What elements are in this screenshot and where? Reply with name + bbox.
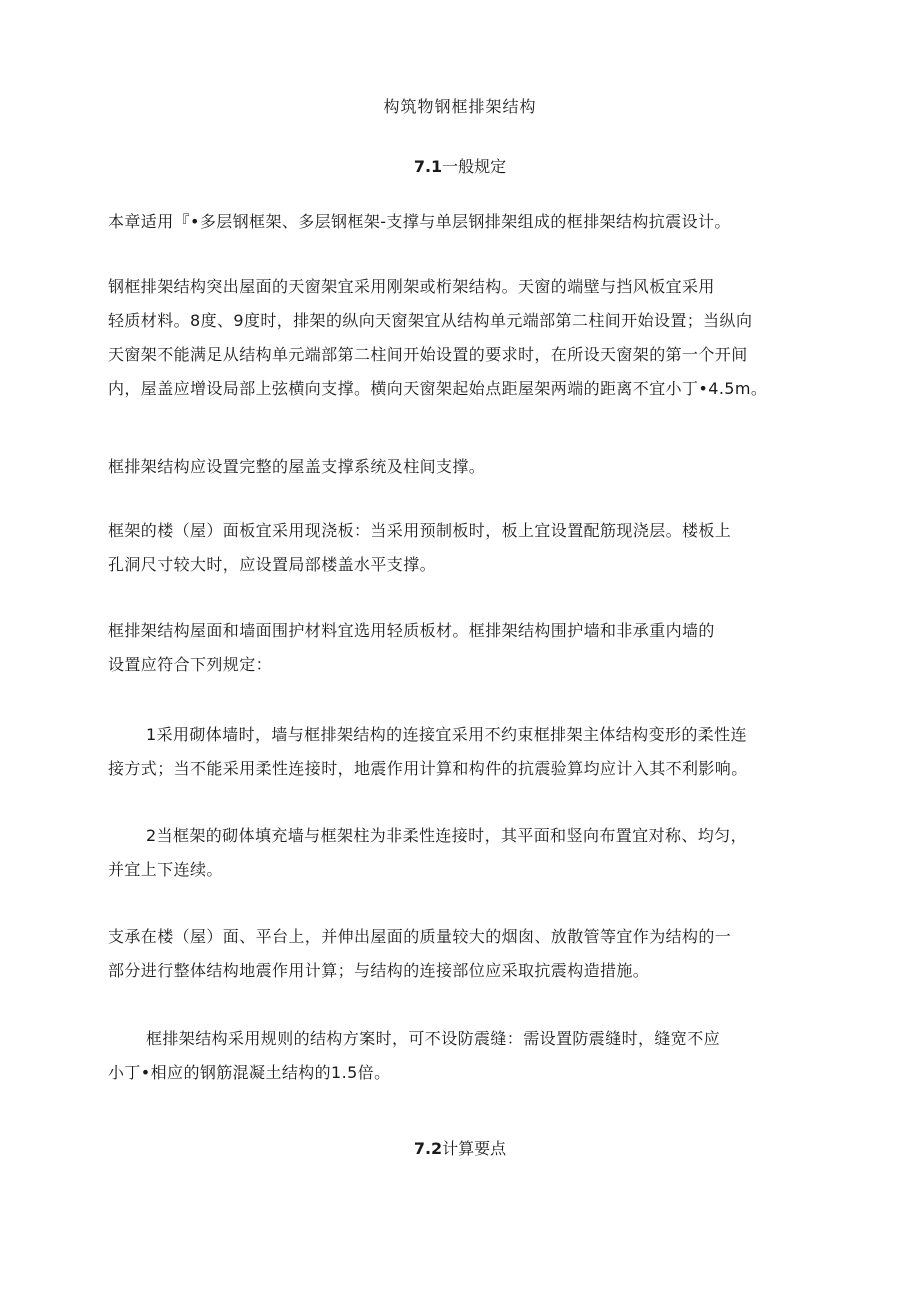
paragraph-line: 部分进行整体结构地震作用计算；与结构的连接部位应采取抗震构造措施。: [108, 961, 650, 980]
paragraph-scope: [108, 205, 731, 239]
document-title: 构筑物钢框排架结构: [383, 97, 537, 116]
section-number: 7.2: [413, 1139, 443, 1158]
paragraph-line: 钢框排架结构突出屋面的天窗架宜采用刚架或桁架结构。天窗的端壁与挡风板宜采用: [108, 277, 715, 296]
paragraph-roof-bracing: [108, 450, 485, 484]
paragraph-enclosure: [108, 614, 715, 682]
paragraph-line: 接方式；当不能采用柔性连接时，地震作用计算和构件的抗震验算均应计入其不利影响。: [108, 759, 748, 778]
paragraph-item-1: [108, 718, 748, 786]
paragraph-line: 2当框架的砌体填充墙与框架柱为非柔性连接时，其平面和竖向布置宜对称、均匀，: [146, 826, 747, 845]
section-name: 一般规定: [442, 157, 507, 176]
paragraph-line: 本章适用『•多层钢框架、多层钢框架-支撑与单层钢排架组成的框排架结构抗震设计。: [108, 212, 731, 231]
paragraph-line: 框排架结构应设置完整的屋盖支撑系统及柱间支撑。: [108, 457, 486, 476]
paragraph-chimney: [108, 920, 731, 988]
paragraph-line: 框排架结构屋面和墙面围护材料宜选用轻质板材。框排架结构围护墙和非承重内墙的: [108, 621, 715, 640]
paragraph-floor-slab: [108, 514, 731, 582]
paragraph-line: 天窗架不能满足从结构单元端部第二柱间开始设置的要求时，在所设天窗架的第一个开间: [108, 345, 748, 364]
paragraph-line: 小丁•相应的钢筋混凝土结构的1.5倍。: [108, 1063, 391, 1082]
paragraph-line: 框架的楼（屋）面板宜采用现浇板：当采用预制板时，板上宜设置配筋现浇层。楼板上: [108, 521, 732, 540]
section-heading-7-2: [0, 1136, 920, 1159]
paragraph-line: 设置应符合下列规定：: [108, 655, 273, 674]
paragraph-item-2: [108, 819, 747, 887]
paragraph-seismic-joint: [108, 1022, 720, 1090]
section-heading-7-1: [0, 154, 920, 177]
paragraph-line: 框排架结构采用规则的结构方案时，可不设防震缝：需设置防震缝时，缝宽不应: [146, 1029, 721, 1048]
paragraph-line: 1采用砌体墙时，墙与框排架结构的连接宜采用不约束框排架主体结构变形的柔性连: [146, 725, 747, 744]
paragraph-line: 孔洞尺寸较大时，应设置局部楼盖水平支撑。: [108, 555, 437, 574]
paragraph-line: 并宜上下连续。: [108, 860, 223, 879]
paragraph-line: 轻质材料。8度、9度时，排架的纵向天窗架宜从结构单元端部第二柱间开始设置；当纵向: [108, 311, 753, 330]
paragraph-line: 内，屋盖应增设局部上弦横向支撑。横向天窗架起始点距屋架两端的距离不宜小丁•4.5m。: [108, 379, 768, 398]
paragraph-skylight: [108, 270, 767, 406]
section-number: 7.1: [413, 157, 443, 176]
paragraph-line: 支承在楼（屋）面、平台上，并伸出屋面的质量较大的烟囱、放散管等宜作为结构的一: [108, 927, 732, 946]
section-name: 计算要点: [442, 1139, 507, 1158]
